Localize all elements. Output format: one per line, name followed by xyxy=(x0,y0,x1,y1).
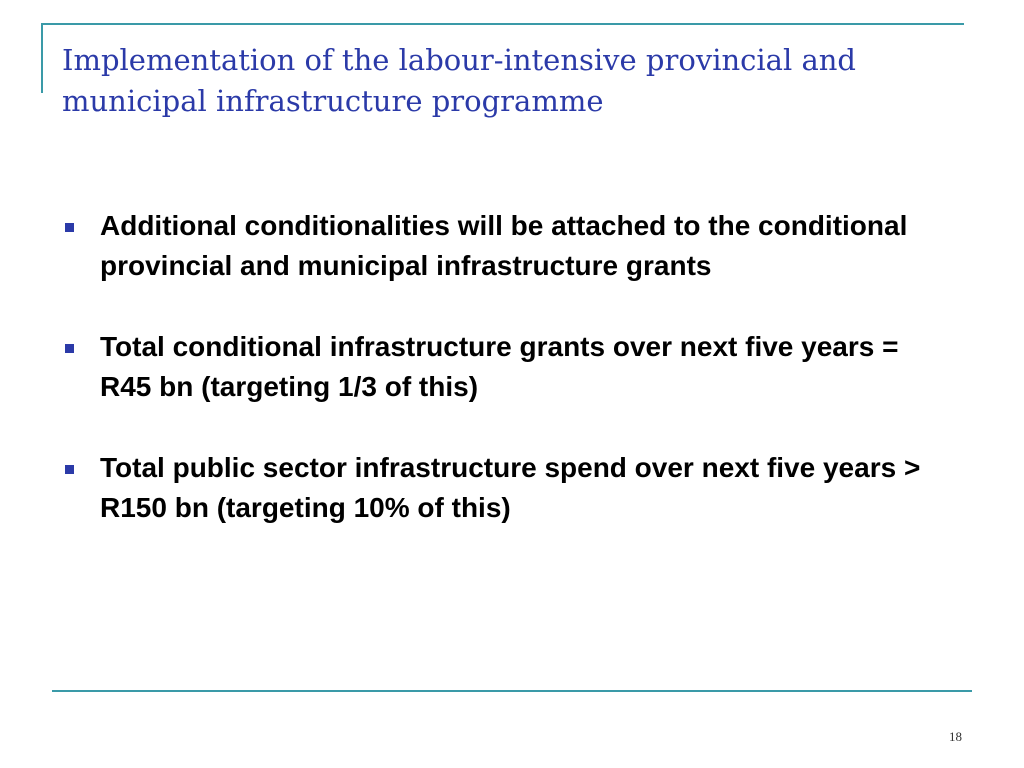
page-number: 18 xyxy=(949,729,962,744)
footer-rule xyxy=(52,690,972,692)
title-frame-top-rule xyxy=(42,23,964,25)
bullet-list xyxy=(62,206,942,569)
bullet-text: Additional conditionalities will be attached to the conditional provincial and municipal infrastructure grants xyxy=(100,210,908,281)
bullet-text: Total public sector infrastructure spend over next five years > R150 bn (targeting 10% of this) xyxy=(100,452,921,523)
bullet-item xyxy=(62,206,942,286)
slide-title: Implementation of the labour-intensive provincial and municipal infrastructure programme xyxy=(62,43,856,118)
title-frame-left-rule xyxy=(41,23,43,93)
square-bullet-icon xyxy=(65,465,74,474)
square-bullet-icon xyxy=(65,223,74,232)
bullet-text: Total conditional infrastructure grants over next five years = R45 bn (targeting 1/3 of this) xyxy=(100,331,899,402)
bullet-item xyxy=(62,448,942,528)
square-bullet-icon xyxy=(65,344,74,353)
bullet-item xyxy=(62,327,942,407)
